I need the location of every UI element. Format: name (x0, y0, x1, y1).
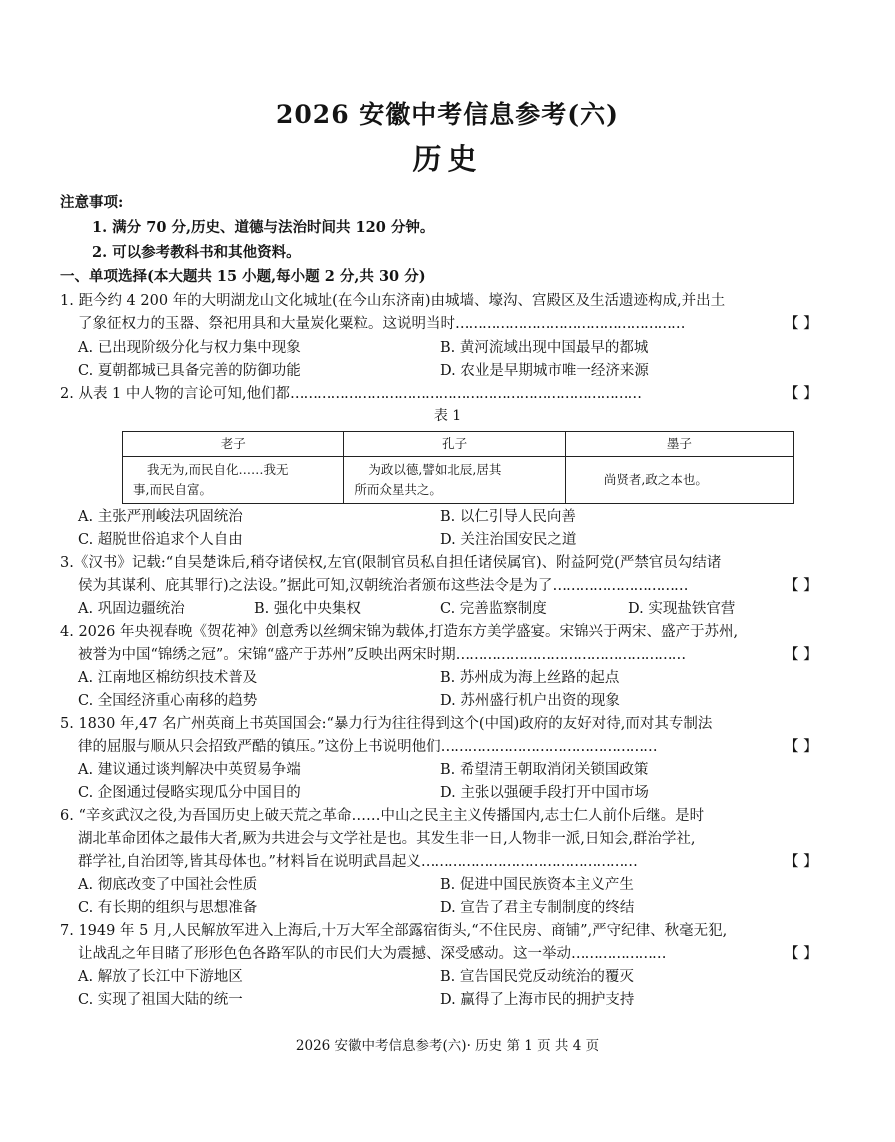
quote-table (122, 431, 794, 504)
q7-option-d: D. 赢得了上海市民的拥护支持 (440, 992, 635, 1008)
answer-bracket: 【 】 (784, 854, 818, 870)
question-3-line-2: 侯为其谋利、庇其罪行)之法设。”据此可知,汉朝统治者颁布这些法令是为了………………………… (78, 578, 688, 594)
table-cell-laozi: 我无为,而民自化……我无 事,而民自富。 (123, 457, 344, 504)
q4-option-c: C. 全国经济重心南移的趋势 (78, 693, 258, 709)
question-7-line-1: 7. 1949 年 5 月,人民解放军进入上海后,十万大军全部露宿街头,“不住民房、商铺”,严守纪律、秋毫无犯, (60, 923, 728, 939)
q6-option-c: C. 有长期的组织与思想准备 (78, 900, 258, 916)
notice-item-2: 2. 可以参考教科书和其他资料。 (92, 244, 301, 261)
notice-heading: 注意事项: (60, 194, 124, 211)
question-6-line-2: 湖北革命团体之最伟大者,厥为共进会与文学社是也。其发生非一日,人物非一派,日知会,群治学社, (78, 831, 696, 847)
leader-dots: …………………………………………………………………… (290, 386, 641, 402)
table-header-mozi: 墨子 (565, 432, 793, 457)
leader-dots: ………………………………………… (420, 854, 637, 870)
question-1-line-1: 1. 距今约 4 200 年的大明湖龙山文化城址(在今山东济南)由城墙、壕沟、宫殿区及生活遗迹构成,并出土 (60, 293, 726, 309)
q1-option-c: C. 夏朝都城已具备完善的防御功能 (78, 363, 301, 379)
q7-option-a: A. 解放了长江中下游地区 (78, 969, 243, 985)
page-footer: 2026 安徽中考信息参考(六)· 历史 第 1 页 共 4 页 (295, 1038, 600, 1054)
q7-option-b: B. 宣告国民党反动统治的覆灭 (440, 969, 634, 985)
exam-title: 2026 安徽中考信息参考(六) (276, 100, 619, 129)
q7-option-c: C. 实现了祖国大陆的统一 (78, 992, 243, 1008)
q5-option-c: C. 企图通过侵略实现瓜分中国目的 (78, 785, 301, 801)
q3-option-b: B. 强化中央集权 (254, 601, 361, 617)
q2-option-c: C. 超脱世俗追求个人自由 (78, 532, 243, 548)
table-cell-kongzi: 为政以德,譬如北辰,居其 所而众星共之。 (344, 457, 565, 504)
notice-item-1: 1. 满分 70 分,历史、道德与法治时间共 120 分钟。 (92, 219, 435, 236)
question-5-line-2: 律的屈服与顺从只会招致严酷的镇压。”这份上书说明他们………………………………………… (78, 739, 657, 755)
q4-option-d: D. 苏州盛行机户出资的现象 (440, 693, 620, 709)
q6-option-a: A. 彻底改变了中国社会性质 (78, 877, 258, 893)
leader-dots: …………………………………………… (455, 647, 686, 663)
leader-dots: ………………………… (552, 578, 688, 594)
q2-option-b: B. 以仁引导人民向善 (440, 509, 576, 525)
answer-bracket: 【 】 (784, 578, 818, 594)
question-7-line-2: 让战乱之年目睹了形形色色各路军队的市民们大为震撼、深受感动。这一举动………………… (78, 946, 666, 962)
table-cell-mozi: 尚贤者,政之本也。 (565, 457, 793, 504)
question-4-line-1: 4. 2026 年央视春晚《贺花神》创意秀以丝绸宋锦为载体,打造东方美学盛宴。宋锦兴于两宋、盛产于苏州, (60, 624, 739, 640)
subject-title: 历史 (412, 142, 483, 176)
q6-option-d: D. 宣告了君主专制制度的终结 (440, 900, 635, 916)
q5-option-b: B. 希望清王朝取消闭关锁国政策 (440, 762, 649, 778)
q4-option-b: B. 苏州成为海上丝路的起点 (440, 670, 620, 686)
question-2-line-1: 2. 从表 1 中人物的言论可知,他们都…………………………………………………………………… (60, 386, 641, 402)
answer-bracket: 【 】 (784, 647, 818, 663)
q1-option-d: D. 农业是早期城市唯一经济来源 (440, 363, 649, 379)
q1-option-a: A. 已出现阶级分化与权力集中现象 (78, 340, 301, 356)
section-heading: 一、单项选择(本大题共 15 小题,每小题 2 分,共 30 分) (60, 268, 426, 285)
question-6-line-3: 群学社,自治团等,皆其母体也。”材料旨在说明武昌起义………………………………………… (78, 854, 637, 870)
answer-bracket: 【 】 (784, 316, 818, 332)
question-5-line-1: 5. 1830 年,47 名广州英商上书英国国会:“暴力行为往往得到这个(中国)政府的友好对待,而对其专制法 (60, 716, 713, 732)
leader-dots: ………………… (571, 946, 666, 962)
question-6-line-1: 6. “辛亥武汉之役,为吾国历史上破天荒之革命……中山之民主主义传播国内,志士仁人前仆后继。是时 (60, 808, 705, 824)
q5-option-d: D. 主张以强硬手段打开中国市场 (440, 785, 649, 801)
leader-dots: ………………………………………… (440, 739, 657, 755)
question-3-line-1: 3.《汉书》记载:“自吴楚诛后,稍夺诸侯权,左官(限制官员私自担任诸侯属官)、附益阿党(严禁官员勾结诸 (60, 555, 722, 571)
table-caption: 表 1 (433, 408, 462, 424)
table-header-kongzi: 孔子 (344, 432, 565, 457)
table-header-laozi: 老子 (123, 432, 344, 457)
q3-option-c: C. 完善监察制度 (440, 601, 547, 617)
answer-bracket: 【 】 (784, 946, 818, 962)
q3-option-a: A. 巩固边疆统治 (78, 601, 185, 617)
q2-option-a: A. 主张严刑峻法巩固统治 (78, 509, 243, 525)
q2-option-d: D. 关注治国安民之道 (440, 532, 577, 548)
leader-dots: …………………………………………… (455, 316, 685, 332)
q6-option-b: B. 促进中国民族资本主义产生 (440, 877, 634, 893)
answer-bracket: 【 】 (784, 739, 818, 755)
q5-option-a: A. 建议通过谈判解决中英贸易争端 (78, 762, 301, 778)
q4-option-a: A. 江南地区棉纺织技术普及 (78, 670, 258, 686)
q1-option-b: B. 黄河流域出现中国最早的都城 (440, 340, 649, 356)
answer-bracket: 【 】 (784, 386, 818, 402)
q3-option-d: D. 实现盐铁官营 (628, 601, 736, 617)
question-1-line-2: 了象征权力的玉器、祭祀用具和大量炭化粟粒。这说明当时…………………………………………… (78, 316, 685, 332)
question-4-line-2: 被誉为中国“锦绣之冠”。宋锦“盛产于苏州”反映出两宋时期…………………………………………… (78, 647, 686, 663)
